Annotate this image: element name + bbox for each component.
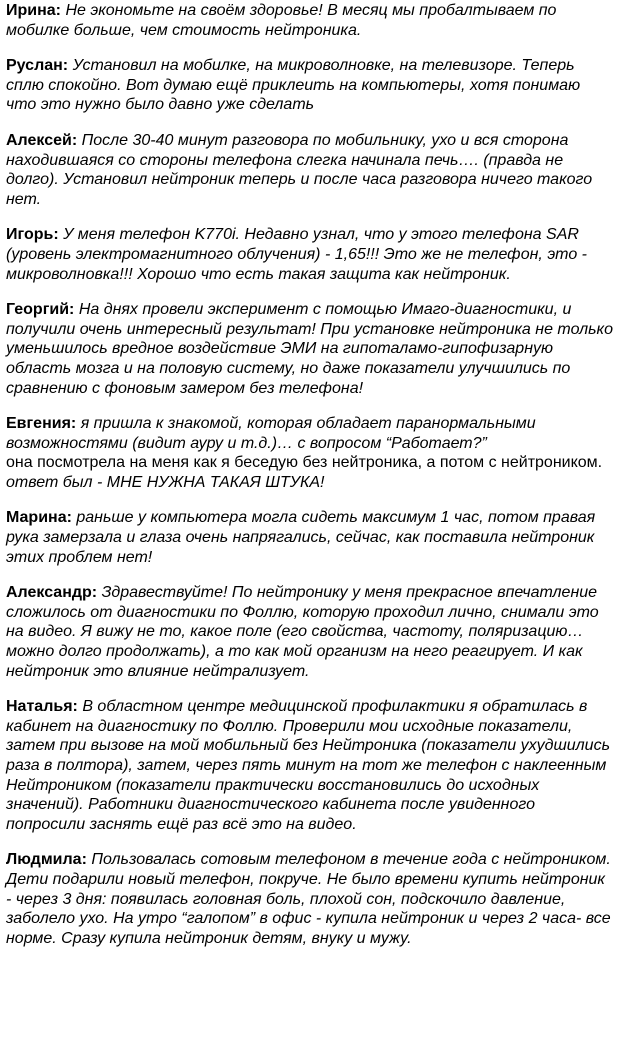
testimonial-author: Игорь: bbox=[6, 226, 59, 244]
testimonial-text: Пользовалась сотовым телефоном в течение года с нейтроником. Дети подарили новый телефон, покруче. Не было времени купить нейтроник - через 3 дня: появилась головная боль, плохой сон, подскочило давление, заболело ухо. На утро “галопом” в офис - купила нейтроник и через 2 часа- все норме. Сразу купила нейтроник детям, внуку и мужу. bbox=[6, 851, 611, 947]
testimonial-author: Алексей: bbox=[6, 131, 78, 149]
testimonial-natalya bbox=[6, 697, 614, 834]
testimonial-text: У меня телефон K770i. Недавно узнал, что у этого телефона SAR (уровень электромагнитного облучения) - 1,65!!! Это же не телефон, это - микроволновка!!! Хорошо что есть такая защита как нейтроник. bbox=[6, 226, 587, 283]
testimonial-text: Здравествуйте! По нейтронику у меня прекрасное впечатление сложилось от диагностики по Фоллю, которую проходил лично, снимали это на видео. Я вижу не то, какое поле (его свойства, частоту, поляризацию… можно долго продолжать), а то как мой организм на него реагирует. И как нейтроник это влияние нейтрализует. bbox=[6, 584, 599, 680]
testimonial-marina bbox=[6, 508, 614, 567]
testimonial-author: Ирина: bbox=[6, 2, 61, 19]
testimonial-author: Людмила: bbox=[6, 851, 87, 869]
testimonial-author: Евгения: bbox=[6, 415, 77, 433]
testimonial-text: На днях провели эксперимент с помощью Имаго-диагностики, и получили очень интересный результат! При установке нейтроника не только уменьшилось вредное воздействие ЭМИ на гипоталамо-гипофизарную область мозга и на половую систему, но даже показатели улучшились по сравнению с фоновым замером без телефона! bbox=[6, 301, 613, 397]
testimonial-ruslan bbox=[6, 56, 614, 115]
testimonial-text: Не экономьте на своём здоровье! В месяц мы пробалтываем по мобилке больше, чем стоимость нейтроника. bbox=[6, 2, 557, 39]
testimonial-author: Георгий: bbox=[6, 301, 75, 319]
testimonial-irina bbox=[6, 1, 614, 40]
testimonial-text: раньше у компьютера могла сидеть максимум 1 час, потом правая рука замерзала и глаза очень напрягались, сейчас, как поставила нейтроник этих проблем нет! bbox=[6, 509, 596, 566]
testimonial-text: В областном центре медицинской профилактики я обратилась в кабинет на диагностику по Фоллю. Проверили мои исходные показатели, затем при вызове на мой мобильный без Нейтроника (показатели ухудшились раза в полтора), затем, через пять минут на тот же телефон с наклеенным Нейтроником (показатели практически восстановились до исходных значений). Работники диагностического кабинета после увиденного попросили заснять ещё раз всё это на видео. bbox=[6, 698, 610, 833]
testimonial-aleksandr bbox=[6, 583, 614, 681]
testimonial-author: Руслан: bbox=[6, 57, 69, 75]
testimonial-text-line: она посмотрела на меня как я беседую без нейтроника, а потом с нейтроником. bbox=[6, 454, 603, 472]
testimonial-georgiy bbox=[6, 300, 614, 398]
testimonial-evgeniya bbox=[6, 414, 614, 492]
testimonial-text-line: ответ был - МНЕ НУЖНА ТАКАЯ ШТУКА! bbox=[6, 473, 325, 491]
testimonial-author: Марина: bbox=[6, 509, 72, 527]
testimonial-text: После 30-40 минут разговора по мобильнику, ухо и вся сторона находившаяся со стороны телефона слегка начинала печь…. (правда не долго). Установил нейтроник теперь и после часа разговора ничего такого нет. bbox=[6, 131, 593, 208]
testimonial-aleksey bbox=[6, 131, 614, 209]
testimonial-lyudmila bbox=[6, 850, 614, 948]
testimonial-text: Установил на мобилке, на микроволновке, на телевизоре. Теперь сплю спокойно. Вот думаю ещё приклеить на компьютеры, хотя понимаю что это нужно было давно уже сделать bbox=[6, 57, 581, 114]
testimonial-igor bbox=[6, 225, 614, 284]
testimonial-author: Александр: bbox=[6, 584, 98, 602]
testimonial-text: я пришла к знакомой, которая обладает паранормальными возможностями (видит ауру и т.д.)… с вопросом “Работает?” bbox=[6, 415, 536, 452]
testimonial-author: Наталья: bbox=[6, 698, 78, 716]
